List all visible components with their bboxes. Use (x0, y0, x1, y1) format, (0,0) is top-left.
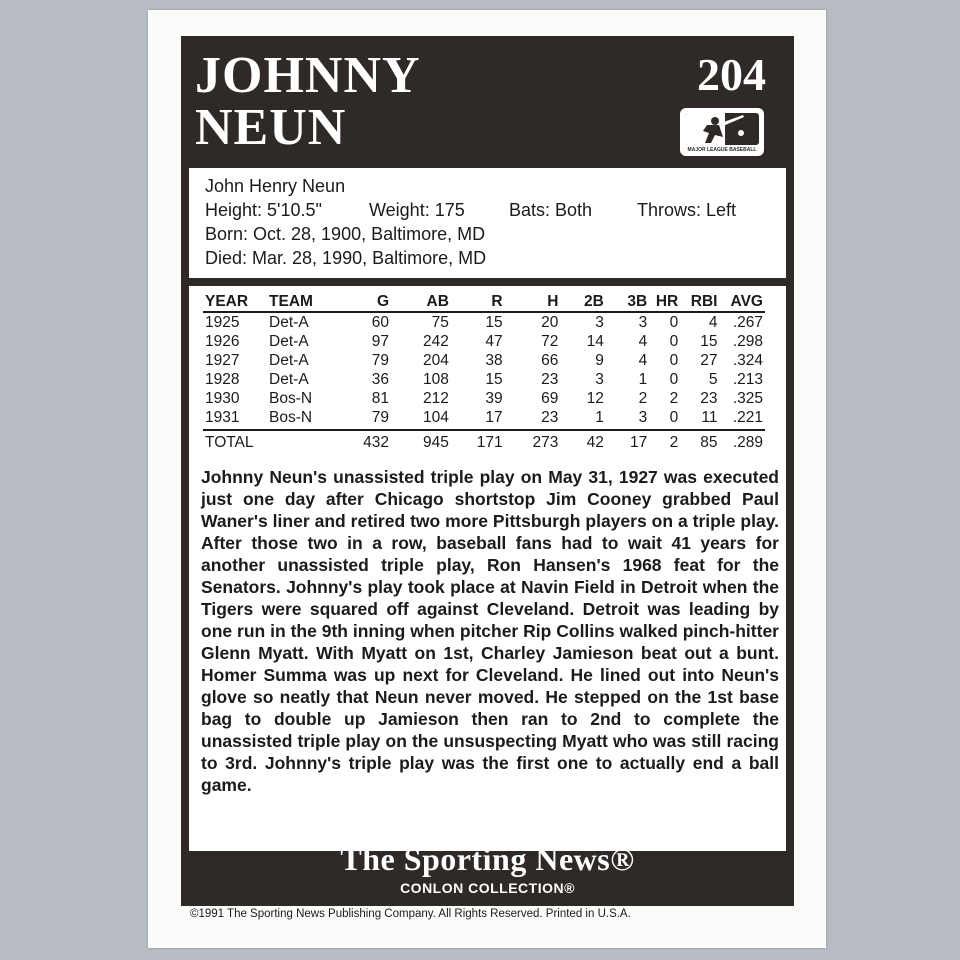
height: Height: 5'10.5" (205, 200, 322, 220)
cell (267, 430, 333, 452)
cell: .267 (732, 314, 763, 331)
cell: 4 (638, 352, 648, 369)
stats-panel (189, 286, 786, 851)
cell: Det-A (269, 371, 309, 388)
cell: 3 (638, 409, 648, 426)
cell: 23 (700, 390, 718, 407)
table-row (203, 370, 765, 389)
table-row (203, 312, 765, 332)
cell: 0 (669, 352, 679, 369)
cell: 17 (485, 409, 503, 426)
totals-row (203, 430, 765, 452)
cell: 2 (649, 430, 680, 452)
cell: 171 (451, 430, 505, 452)
mlb-silhouette-icon (685, 113, 759, 145)
mlb-logo (680, 108, 764, 156)
cell: 0 (669, 333, 679, 350)
player-last-name: NEUN (195, 99, 347, 156)
cell: 0 (669, 371, 679, 388)
col-team: TEAM (267, 292, 333, 312)
col-r: R (451, 292, 505, 312)
cell: 85 (680, 430, 719, 452)
cell: 17 (606, 430, 649, 452)
col-h: H (505, 292, 561, 312)
cell: 15 (485, 371, 503, 388)
player-first-name: JOHNNY (195, 47, 421, 104)
mlb-logo-caption: MAJOR LEAGUE BASEBALL (687, 147, 757, 153)
cell: 12 (586, 390, 604, 407)
cell: 79 (371, 409, 389, 426)
cell: 1 (595, 409, 604, 426)
cell: 3 (638, 314, 648, 331)
cell: 104 (423, 409, 449, 426)
table-row (203, 389, 765, 408)
cell: 5 (708, 371, 718, 388)
cell: 4 (638, 333, 648, 350)
bats: Bats: Both (509, 200, 593, 220)
cell: 9 (595, 352, 604, 369)
cell: .289 (719, 430, 765, 452)
cell: 72 (541, 333, 559, 350)
cell: 79 (371, 352, 389, 369)
cell: 42 (560, 430, 605, 452)
bio-panel (189, 168, 786, 278)
cell: 27 (700, 352, 718, 369)
cell: 273 (505, 430, 561, 452)
cell: 1 (638, 371, 648, 388)
cell: 432 (333, 430, 391, 452)
cell: 1931 (205, 409, 240, 426)
card-number: 204 (697, 49, 766, 100)
cell: Det-A (269, 314, 309, 331)
cell: 1927 (205, 352, 240, 369)
col-3b: 3B (606, 292, 649, 312)
cell: 1926 (205, 333, 240, 350)
cell: .324 (732, 352, 763, 369)
cell: 0 (669, 314, 679, 331)
throws: Throws: Left (637, 200, 737, 220)
died: Died: Mar. 28, 1990, Baltimore, MD (205, 248, 487, 268)
cell: 1928 (205, 371, 240, 388)
cell: 36 (371, 371, 389, 388)
cell: 0 (669, 409, 679, 426)
cell: 15 (485, 314, 503, 331)
cell: Bos-N (269, 390, 313, 407)
cell: 60 (371, 314, 389, 331)
cell: 47 (485, 333, 503, 350)
cell: 3 (595, 371, 604, 388)
card-frame (181, 36, 794, 906)
col-g: G (333, 292, 391, 312)
col-year: YEAR (203, 292, 267, 312)
born: Born: Oct. 28, 1900, Baltimore, MD (205, 224, 486, 244)
table-row (203, 408, 765, 430)
player-name (195, 47, 421, 156)
cell: 38 (485, 352, 503, 369)
table-row (203, 351, 765, 370)
collection-label: CONLON COLLECTION® (400, 880, 575, 896)
baseball-card-back (148, 10, 826, 948)
cell: 1930 (205, 390, 240, 407)
cell: 242 (423, 333, 449, 350)
cell: 69 (541, 390, 559, 407)
weight: Weight: 175 (369, 200, 465, 220)
cell: 212 (423, 390, 449, 407)
cell: .325 (732, 390, 763, 407)
cell: 14 (586, 333, 604, 350)
stats-table (203, 292, 765, 452)
col-rbi: RBI (680, 292, 719, 312)
cell: 3 (595, 314, 604, 331)
cell: 23 (541, 371, 559, 388)
cell: .298 (732, 333, 763, 350)
cell: Det-A (269, 352, 309, 369)
cell: 945 (391, 430, 451, 452)
stats-header-row (203, 292, 765, 312)
col-hr: HR (649, 292, 680, 312)
cell: 2 (669, 390, 679, 407)
cell: .213 (732, 371, 763, 388)
brand-logo: The Sporting News® (340, 841, 635, 877)
cell: Det-A (269, 333, 309, 350)
cell: 1925 (205, 314, 240, 331)
full-name: John Henry Neun (205, 176, 346, 196)
cell: 81 (371, 390, 389, 407)
cell: 15 (700, 333, 718, 350)
cell: Bos-N (269, 409, 313, 426)
cell: .221 (732, 409, 763, 426)
cell: 108 (423, 371, 449, 388)
cell: TOTAL (203, 430, 267, 452)
cell: 97 (371, 333, 389, 350)
cell: 4 (708, 314, 718, 331)
table-row (203, 332, 765, 351)
col-ab: AB (391, 292, 451, 312)
col-avg: AVG (719, 292, 765, 312)
cell: 66 (541, 352, 559, 369)
cell: 75 (431, 314, 449, 331)
cell: 39 (485, 390, 503, 407)
cell: 11 (701, 409, 718, 426)
col-2b: 2B (560, 292, 605, 312)
cell: 2 (638, 390, 648, 407)
copyright-text: ©1991 The Sporting News Publishing Company. All Rights Reserved. Printed in U.S.A. (190, 908, 631, 920)
story-paragraph: Johnny Neun's unassisted triple play on May 31, 1927 was executed just one day after Chicago shortstop Jim Cooney grabbed Paul Waner's liner and retired two more Pittsburgh players on a triple play. After those two in a row, baseball fans had to wait 41 years for another unassisted triple play, Ron Hansen's 1968 feat for the Senators. Johnny's play took place at Navin Field in Detroit when the Tigers were squared off against Cleveland. Detroit was leading by one run in the 9th inning when pitcher Rip Collins walked pinch-hitter Glenn Myatt. With Myatt on 1st, Charley Jamieson beat out a bunt. Homer Summa was up next for Cleveland. He lined out into Neun's glove so neatly that Neun never moved. He stepped on the 1st base bag to double up Jamieson then ran to 2nd to complete the unassisted triple play on the unsuspecting Myatt who was still racing to 3rd. Johnny's triple play was the first one to actually end a ball game. (201, 467, 779, 795)
cell: 20 (541, 314, 559, 331)
cell: 204 (423, 352, 449, 369)
cell: 23 (541, 409, 559, 426)
